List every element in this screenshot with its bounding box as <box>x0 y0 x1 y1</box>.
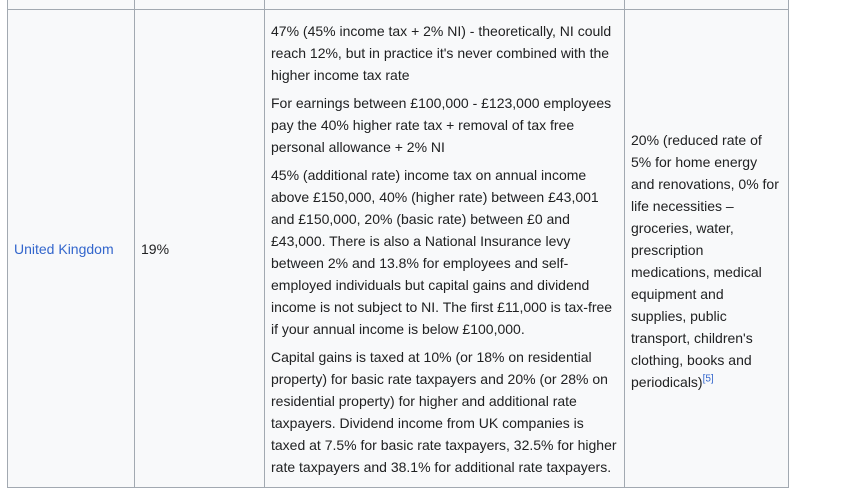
income-tax-cell <box>265 10 625 488</box>
country-link[interactable]: United Kingdom <box>14 240 114 257</box>
country-cell <box>8 10 135 488</box>
vat-cell <box>625 10 789 488</box>
stub-cell <box>135 0 265 10</box>
reference-link[interactable]: [5] <box>702 372 714 384</box>
stub-cell <box>625 0 789 10</box>
income-tax-paragraph: 45% (additional rate) income tax on annual income above £150,000, 40% (higher rate) between £43,001 and £150,000, 20% (basic rate) between £0 and £43,000. There is also a National Insurance levy between 2% and 13.8% for employees and self-employed individuals but capital gains and dividend income is not subject to NI. The first £11,000 is tax-free if your annual income is below £100,000. <box>271 166 613 337</box>
table-row-united-kingdom <box>8 10 789 488</box>
income-tax-paragraph: 47% (45% income tax + 2% NI) - theoretically, NI could reach 12%, but in practice it's never combined with the higher income tax rate <box>271 22 612 83</box>
previous-row-stub <box>8 0 789 10</box>
stub-cell <box>8 0 135 10</box>
stub-cell <box>265 0 625 10</box>
income-tax-paragraph: Capital gains is taxed at 10% (or 18% on residential property) for basic rate taxpayers and 20% (or 28% on residential property) for higher and additional rate taxpayers. Dividend income from UK companies is taxed at 7.5% for basic rate taxpayers, 32.5% for higher rate taxpayers and 38.1% for additional rate taxpayers. <box>271 348 617 475</box>
reference-superscript <box>703 373 714 384</box>
vat-text: 20% (reduced rate of 5% for home energy and renovations, 0% for life necessities – groceries, water, prescription medications, medical equipment and supplies, public transport, children's clothing, books and periodicals) <box>631 131 779 390</box>
tax-rates-table <box>7 0 789 488</box>
income-tax-paragraph: For earnings between £100,000 - £123,000 employees pay the 40% higher rate tax + removal of tax free personal allowance + 2% NI <box>271 94 612 155</box>
corporate-tax-cell: 19% <box>135 10 265 488</box>
